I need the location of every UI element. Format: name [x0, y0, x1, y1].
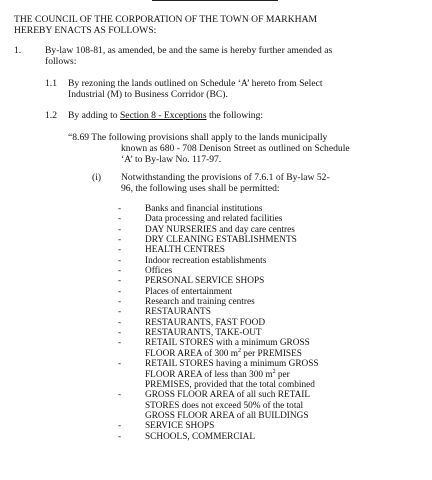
use-text: SERVICE SHOPS [145, 421, 215, 432]
use-text: Indoor recreation establishments [145, 255, 267, 266]
use-text-part: per [275, 369, 290, 380]
section-1-line-1: By-law 108-81, as amended, be and the same is hereby further amended as [45, 45, 333, 56]
bullet-dash: - [118, 431, 122, 442]
bullet-dash: - [118, 255, 122, 266]
use-text: RESTAURANTS [145, 307, 211, 318]
use-text: Research and training centres [145, 297, 255, 308]
bullet-dash: - [118, 245, 122, 256]
bullet-dash: - [118, 317, 122, 328]
use-text: Places of entertainment [145, 286, 233, 297]
bullet-dash: - [118, 338, 122, 349]
use-text: RETAIL STORES having a minimum GROSS [145, 359, 319, 370]
bullet-dash: - [118, 224, 122, 235]
use-text: PREMISES, provided that the total combined [145, 379, 315, 390]
bullet-dash: - [118, 235, 122, 246]
use-text: HEALTH CENTRES [145, 245, 225, 256]
superscript: 2 [272, 368, 276, 375]
bullet-dash: - [118, 266, 122, 277]
use-text-part: FLOOR AREA of 300 m [145, 348, 238, 359]
use-text: RESTAURANTS, TAKE-OUT [145, 328, 262, 339]
subsection-i-line-1: Notwithstanding the provisions of 7.6.1 of By-law 52- [121, 172, 330, 183]
subsection-i-number: (i) [92, 172, 102, 183]
use-text: STORES does not exceed 50% of the total [145, 400, 304, 411]
use-text: Data processing and related facilities [145, 214, 283, 225]
section-8-exceptions-ref: Section 8 - Exceptions [119, 110, 207, 121]
section-1-number: 1. [14, 45, 22, 56]
section-1-1-number: 1.1 [45, 78, 57, 89]
bullet-dash: - [118, 286, 122, 297]
bullet-dash: - [118, 276, 122, 287]
subsection-i-line-2: 96, the following uses shall be permitted: [121, 183, 280, 194]
section-1-2-number: 1.2 [45, 110, 57, 121]
use-text [145, 349, 302, 359]
use-text: RESTAURANTS, FAST FOOD [145, 317, 266, 328]
use-text-part: per PREMISES [240, 348, 302, 359]
bullet-dash: - [118, 328, 122, 339]
section-8-69-line-2: known as 680 - 708 Denison Street as outlined on Schedule [121, 143, 350, 154]
section-1-1-line-2: Industrial (M) to Business Corridor (BC). [68, 89, 228, 100]
use-text: SCHOOLS, COMMERCIAL [145, 431, 256, 442]
bullet-dash: - [118, 307, 122, 318]
header-rule [152, 0, 278, 1]
section-8-69-line-3: ‘A’ to By-law No. 117-97. [121, 154, 222, 165]
section-8-69-line-1: “8.69 The following provisions shall apply to the lands municipally [68, 132, 328, 143]
enactment-line-2: HEREBY ENACTS AS FOLLOWS: [14, 25, 157, 36]
use-text: Offices [145, 266, 173, 277]
bullet-dash: - [118, 204, 122, 214]
use-text: DAY NURSERIES and day care centres [145, 224, 295, 235]
use-text [145, 370, 290, 380]
section-1-line-2: follows: [45, 56, 77, 67]
bullet-dash: - [118, 214, 122, 225]
use-text: GROSS FLOOR AREA of all BUILDINGS [145, 410, 309, 421]
section-1-1-line-1: By rezoning the lands outlined on Schedule ‘A’ hereto from Select [68, 78, 323, 89]
use-text: RETAIL STORES with a minimum GROSS [145, 338, 310, 349]
bullet-dash: - [118, 390, 122, 401]
bullet-dash: - [118, 297, 122, 308]
superscript: 2 [237, 347, 241, 354]
use-text-part: FLOOR AREA of less than 300 m [145, 369, 273, 380]
enactment-line-1: THE COUNCIL OF THE CORPORATION OF THE TOWN OF MARKHAM [14, 14, 318, 25]
section-1-2-text [68, 110, 263, 121]
use-text: Banks and financial institutions [145, 204, 263, 214]
bullet-dash: - [118, 359, 122, 370]
use-text: GROSS FLOOR AREA of all such RETAIL [145, 390, 311, 401]
use-text: DRY CLEANING ESTABLISHMENTS [145, 235, 297, 246]
section-1-2-suffix: the following: [206, 110, 264, 121]
use-text: PERSONAL SERVICE SHOPS [145, 276, 265, 287]
bullet-dash: - [118, 421, 122, 432]
section-1-2-prefix: By adding to [68, 110, 120, 121]
